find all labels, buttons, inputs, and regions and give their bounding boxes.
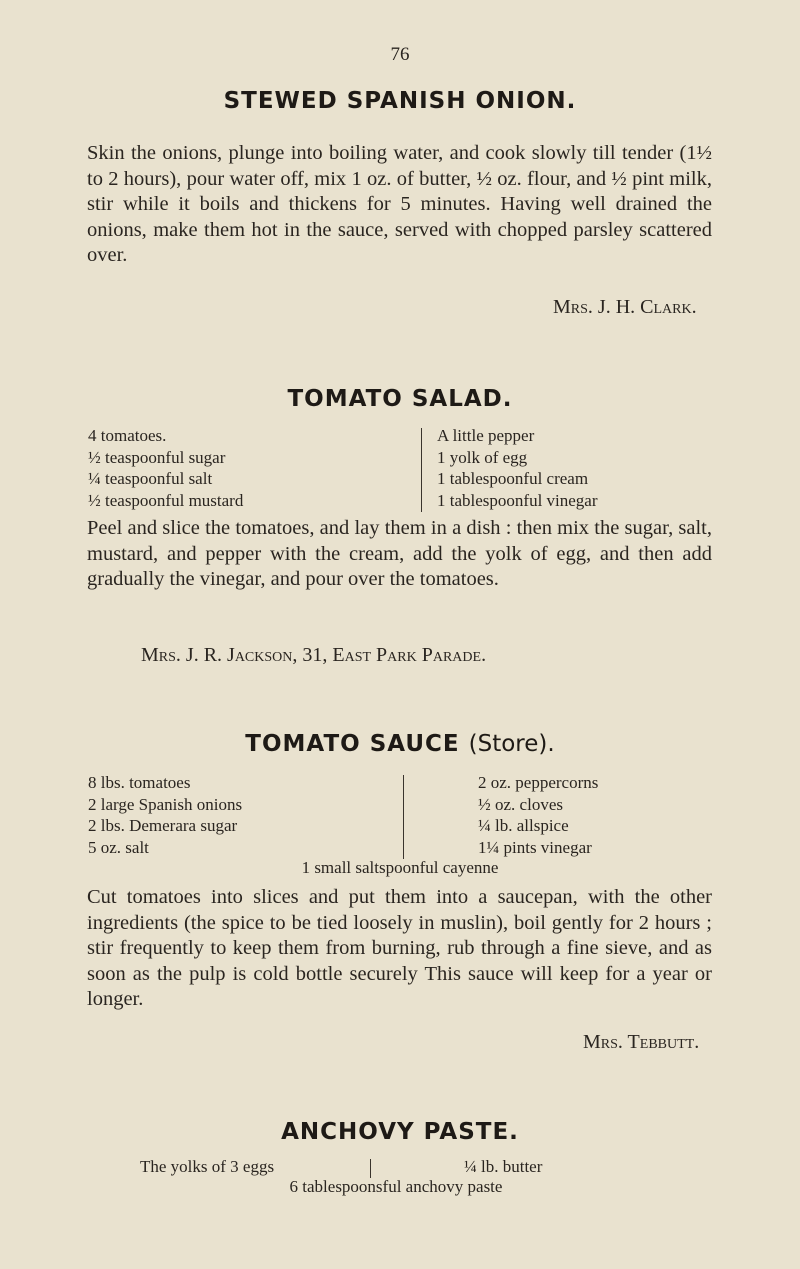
recipe-method-tomato-salad: Peel and slice the tomatoes, and lay them in a dish : then mix the sugar, salt, mustard, and pepper with the cream, add the yolk of egg, and then add gradually the vinegar, and pour over the tomatoes. [87,517,712,590]
ingredients-right-anchovy-paste [464,1156,542,1178]
title-main: TOMATO SAUCE [245,731,460,757]
ingredient: 1 tablespoonful cream [437,469,589,488]
ingredient: The yolks of 3 eggs [140,1157,275,1176]
ingredient: ½ teaspoonful mustard [88,490,244,510]
recipe-title-anchovy-paste: ANCHOVY PASTE. [281,1119,519,1145]
ingredient: 4 tomatoes. [88,426,167,445]
ingredient: ¼ teaspoonful salt [88,469,213,488]
recipe-method-stewed-spanish-onion: Skin the onions, plunge into boiling water, and cook slowly till tender (1½ to 2 hours), pour water off, mix 1 oz. of butter, ½ oz. flour, and ½ pint milk, stir while it boils and thickens for 5 minutes. Having well drained the onions, make them hot in the sauce, served with chopped parsley scattered over. [87,142,712,266]
ingredient: A little pepper [437,426,535,445]
ingredient: ¼ lb. butter [464,1157,543,1176]
recipe-title-tomato-sauce [0,731,800,757]
ingredient: ¼ lb. allspice [478,816,569,835]
ingredient: 1 tablespoonful vinegar [437,490,598,510]
ingredient-footer-anchovy-paste: 6 tablespoonsful anchovy paste [289,1177,503,1196]
column-divider [421,428,422,512]
recipe-method-tomato-sauce: Cut tomatoes into slices and put them into a saucepan, with the other ingredients (the spice to be tied loosely in muslin), boil gently for 2 hours ; stir frequently to keep them from burning, rub through a fine sieve, and as soon as the pulp is cold bottle securely This sauce will keep for a year or longer. [87,886,712,1010]
ingredient: ½ teaspoonful sugar [88,447,226,467]
title-suffix: (Store). [468,731,555,757]
recipe-author-tomato-sauce: Mrs. Tebbutt. [583,1031,700,1053]
ingredients-left-tomato-sauce [88,772,242,858]
ingredients-right-tomato-salad [437,425,598,511]
page-number: 76 [390,44,410,65]
ingredients-left-tomato-salad [88,425,243,511]
recipe-author-stewed-spanish-onion: Mrs. J. H. Clark. [553,296,697,318]
recipe-title-tomato-salad: TOMATO SALAD. [287,386,513,412]
ingredient: ½ oz. cloves [478,794,563,814]
ingredient: 5 oz. salt [88,837,149,857]
ingredient: 8 lbs. tomatoes [88,773,191,792]
ingredient: 2 large Spanish onions [88,794,243,814]
recipe-title-stewed-spanish-onion: STEWED SPANISH ONION. [223,88,577,114]
ingredients-right-tomato-sauce [478,772,598,858]
ingredient-footer-tomato-sauce: 1 small saltspoonful cayenne [301,858,499,877]
ingredient: 1¼ pints vinegar [478,837,592,857]
ingredient: 2 lbs. Demerara sugar [88,816,238,835]
column-divider [403,775,404,859]
ingredients-left-anchovy-paste [140,1156,274,1178]
recipe-author-tomato-salad: Mrs. J. R. Jackson, 31, East Park Parade. [141,644,487,666]
ingredient: 2 oz. peppercorns [478,773,599,792]
column-divider [370,1159,371,1178]
ingredient: 1 yolk of egg [437,447,528,467]
